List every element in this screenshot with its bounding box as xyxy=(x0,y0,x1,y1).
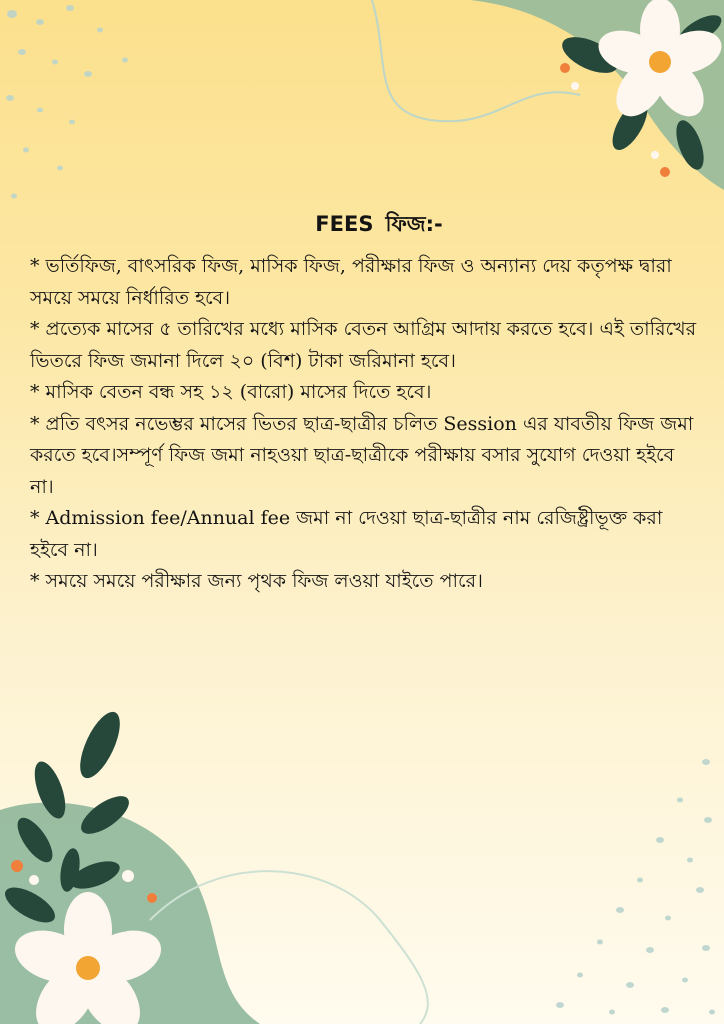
bottom-left-flower-decoration xyxy=(0,706,428,1024)
fee-rule-5: * Admission fee/Annual fee জমা না দেওয়া ছাত্র-ছাত্রীর নাম রেজিষ্ট্রীভূক্ত করা হইবে না। xyxy=(30,507,663,561)
fee-rule-3: * মাসিক বেতন বন্ধ সহ ১২ (বারো) মাসের দিতে হবে। xyxy=(30,381,432,403)
fee-rule-2: * প্রত্যেক মাসের ৫ তারিখের মধ্যে মাসিক বেতন আগ্রিম আদায় করতে হবে। এই তারিখের ভিতরে ফিজ জমানা দিলে ২০ (বিশ) টাকা জরিমানা হবে। xyxy=(30,318,697,372)
fee-rule-6: * সময়ে সময়ে পরীক্ষার জন্য পৃথক ফিজ লওয়া যাইতে পারে। xyxy=(30,570,483,592)
title-en: FEES xyxy=(315,212,374,236)
top-left-dots-decoration xyxy=(6,5,128,199)
title-bn: ফিজ:- xyxy=(385,212,443,236)
top-right-flower-decoration xyxy=(372,0,724,190)
fee-rule-4: * প্রতি বৎসর নভেম্ভর মাসের ভিতর ছাত্র-ছাত্রীর চলিত Session এর যাবতীয় ফিজ জমা করতে হবে।সম্পূর্ণ ফিজ জমা নাহওয়া ছাত্র-ছাত্রীকে পরীক্ষায় বসার সুযোগ দেওয়া হইবে না। xyxy=(30,412,694,498)
page-title xyxy=(30,208,700,243)
fee-rule-1: * ভর্তিফিজ, বাৎসরিক ফিজ, মাসিক ফিজ, পরীক্ষার ফিজ ও অন্যান্য দেয় কতৃপক্ষ দ্বারা সময়ে সময়ে নির্ধারিত হবে। xyxy=(30,255,672,309)
fees-content xyxy=(30,208,700,598)
bottom-right-dots-decoration xyxy=(556,759,715,1015)
